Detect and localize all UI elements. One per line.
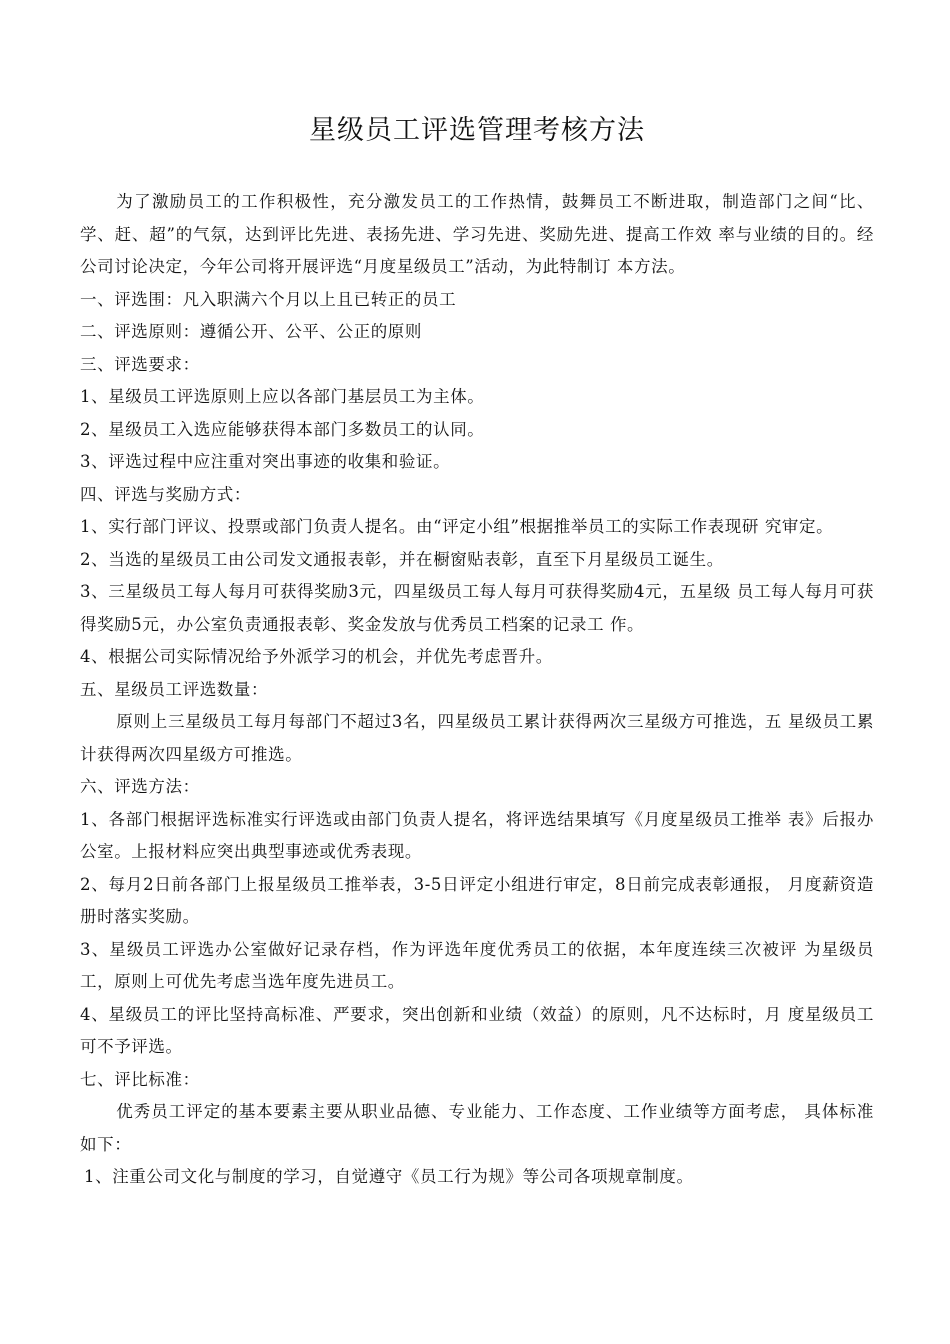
- section-7-heading: 七、评比标准：: [80, 1069, 200, 1089]
- section-5-text: 原则上三星级员工每月每部门不超过3名，四星级员工累计获得两次三星级方可推选，五 星级员工累计获得两次四星级方可推选。: [80, 712, 874, 764]
- section-4-item-3: 3、三星级员工每人每月可获得奖励3元，四星级员工每人每月可获得奖励4元，五星级 员工每人每月可获得奖励5元，办公室负责通报表彰、奖金发放与优秀员工档案的记录工 作。: [80, 582, 874, 634]
- section-7-text: 优秀员工评定的基本要素主要从职业品德、专业能力、工作态度、工作业绩等方面考虑， 具体标准如下：: [80, 1102, 874, 1154]
- document-title: 星级员工评选管理考核方法: [309, 115, 645, 146]
- section-7-item-1: 1、注重公司文化与制度的学习，自觉遵守《员工行为规》等公司各项规章制度。: [84, 1167, 694, 1186]
- section-5-heading: 五、星级员工评选数量：: [80, 679, 269, 699]
- section-6-item-3: 3、星级员工评选办公室做好记录存档，作为评选年度优秀员工的依据，本年度连续三次被评 为星级员工，原则上可优先考虑当选年度先进员工。: [80, 939, 874, 991]
- section-6-heading: 六、评选方法：: [80, 777, 200, 796]
- intro-paragraph: 为了激励员工的工作积极性，充分激发员工的工作热情，鼓舞员工不断进取，制造部门之间“比、学、赶、超”的气氛，达到评比先进、表扬先进、学习先进、奖励先进、提高工作效 率与业绩的目的。经公司讨论决定，今年公司将开展评选“月度星级员工”活动，为此特制订 本方法。: [80, 192, 874, 276]
- section-4-item-4: 4、根据公司实际情况给予外派学习的机会，并优先考虑晋升。: [80, 647, 553, 666]
- section-4-item-2: 2、当选的星级员工由公司发文通报表彰，并在橱窗贴表彰，直至下月星级员工诞生。: [80, 549, 724, 569]
- section-6-item-4: 4、星级员工的评比坚持高标准、严要求，突出创新和业绩（效益）的原则，凡不达标时，月 度星级员工可不予评选。: [80, 1004, 874, 1056]
- section-3-item-1: 1、星级员工评选原则上应以各部门基层员工为主体。: [80, 387, 485, 406]
- section-3-heading: 三、评选要求：: [80, 354, 200, 374]
- section-3-item-3: 3、评选过程中应注重对突出事迹的收集和验证。: [80, 452, 451, 471]
- section-1-scope: 一、评选围：凡入职满六个月以上且已转正的员工: [80, 289, 457, 309]
- document-body: [80, 186, 874, 1194]
- section-4-item-1: 1、实行部门评议、投票或部门负责人提名。由“评定小组”根据推举员工的实际工作表现研 究审定。: [80, 517, 834, 536]
- section-2-principle: 二、评选原则：遵循公开、公平、公正的原则: [80, 322, 422, 341]
- section-6-item-2: 2、每月2日前各部门上报星级员工推举表，3-5日评定小组进行审定，8日前完成表彰通报， 月度薪资造册时落实奖励。: [80, 874, 874, 926]
- section-3-item-2: 2、星级员工入选应能够获得本部门多数员工的认同。: [80, 419, 485, 439]
- section-6-item-1: 1、各部门根据评选标准实行评选或由部门负责人提名，将评选结果填写《月度星级员工推举 表》后报办公室。上报材料应突出典型事迹或优秀表现。: [80, 809, 874, 861]
- section-4-heading: 四、评选与奖励方式：: [80, 484, 251, 504]
